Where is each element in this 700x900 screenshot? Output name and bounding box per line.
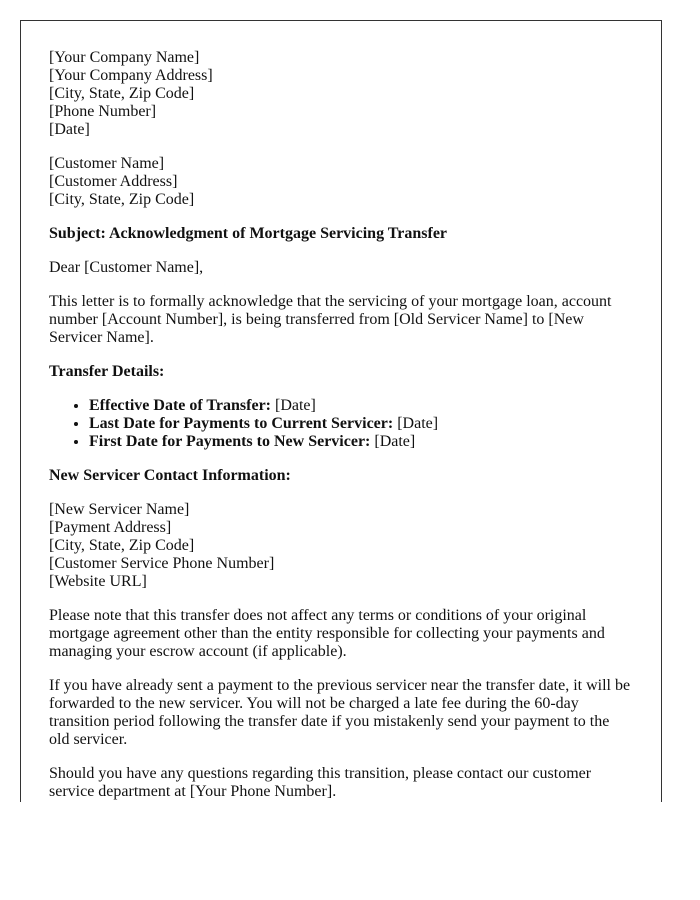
new-servicer-phone: [Customer Service Phone Number] [49, 555, 275, 572]
transfer-details-list [49, 397, 633, 451]
page-viewport [20, 20, 662, 802]
intro-paragraph: This letter is to formally acknowledge that the servicing of your mortgage loan, account number [Account Number], is being transferred from [Old Servicer Name] to [New Servicer Name]. [49, 293, 612, 346]
list-item-label: First Date for Payments to New Servicer: [89, 433, 371, 450]
transfer-details-heading: Transfer Details: [49, 363, 165, 380]
list-item-last-payment-date [89, 415, 633, 433]
salutation: Dear [Customer Name], [49, 259, 204, 276]
list-item-value: [Date] [370, 433, 416, 450]
subject-line: Subject: Acknowledgment of Mortgage Servicing Transfer [49, 225, 448, 242]
letter-date: [Date] [49, 121, 90, 138]
recipient-name: [Customer Name] [49, 155, 165, 172]
contact-paragraph: Should you have any questions regarding this transition, please contact our customer service department at [Your Phone Number]. [49, 765, 592, 800]
new-servicer-contact-block [49, 501, 633, 591]
recipient-address-block [49, 155, 633, 209]
list-item-first-payment-date [89, 433, 633, 451]
late-fee-paragraph: If you have already sent a payment to the previous servicer near the transfer date, it will be forwarded to the new servicer. You will not be charged a late fee during the 60-day transition period following the transfer date if you mistakenly send your payment to the old servicer. [49, 677, 631, 748]
list-item-label: Last Date for Payments to Current Servicer: [89, 415, 394, 432]
new-servicer-city-state-zip: [City, State, Zip Code] [49, 537, 195, 554]
sender-company-name: [Your Company Name] [49, 49, 200, 66]
new-servicer-heading: New Servicer Contact Information: [49, 467, 291, 484]
sender-city-state-zip: [City, State, Zip Code] [49, 85, 195, 102]
sender-phone-number: [Phone Number] [49, 103, 157, 120]
list-item-label: Effective Date of Transfer: [89, 397, 271, 414]
sender-company-address: [Your Company Address] [49, 67, 213, 84]
recipient-city-state-zip: [City, State, Zip Code] [49, 191, 195, 208]
list-item-effective-date [89, 397, 633, 415]
recipient-address: [Customer Address] [49, 173, 178, 190]
sender-address-block [49, 49, 633, 139]
list-item-value: [Date] [271, 397, 316, 414]
letter-container [20, 20, 662, 802]
new-servicer-payment-address: [Payment Address] [49, 519, 172, 536]
new-servicer-website: [Website URL] [49, 573, 147, 590]
terms-note-paragraph: Please note that this transfer does not affect any terms or conditions of your original mortgage agreement other than the entity responsible for collecting your payments and managing your escrow account (if applicable). [49, 607, 605, 660]
list-item-value: [Date] [393, 415, 439, 432]
new-servicer-name: [New Servicer Name] [49, 501, 190, 518]
